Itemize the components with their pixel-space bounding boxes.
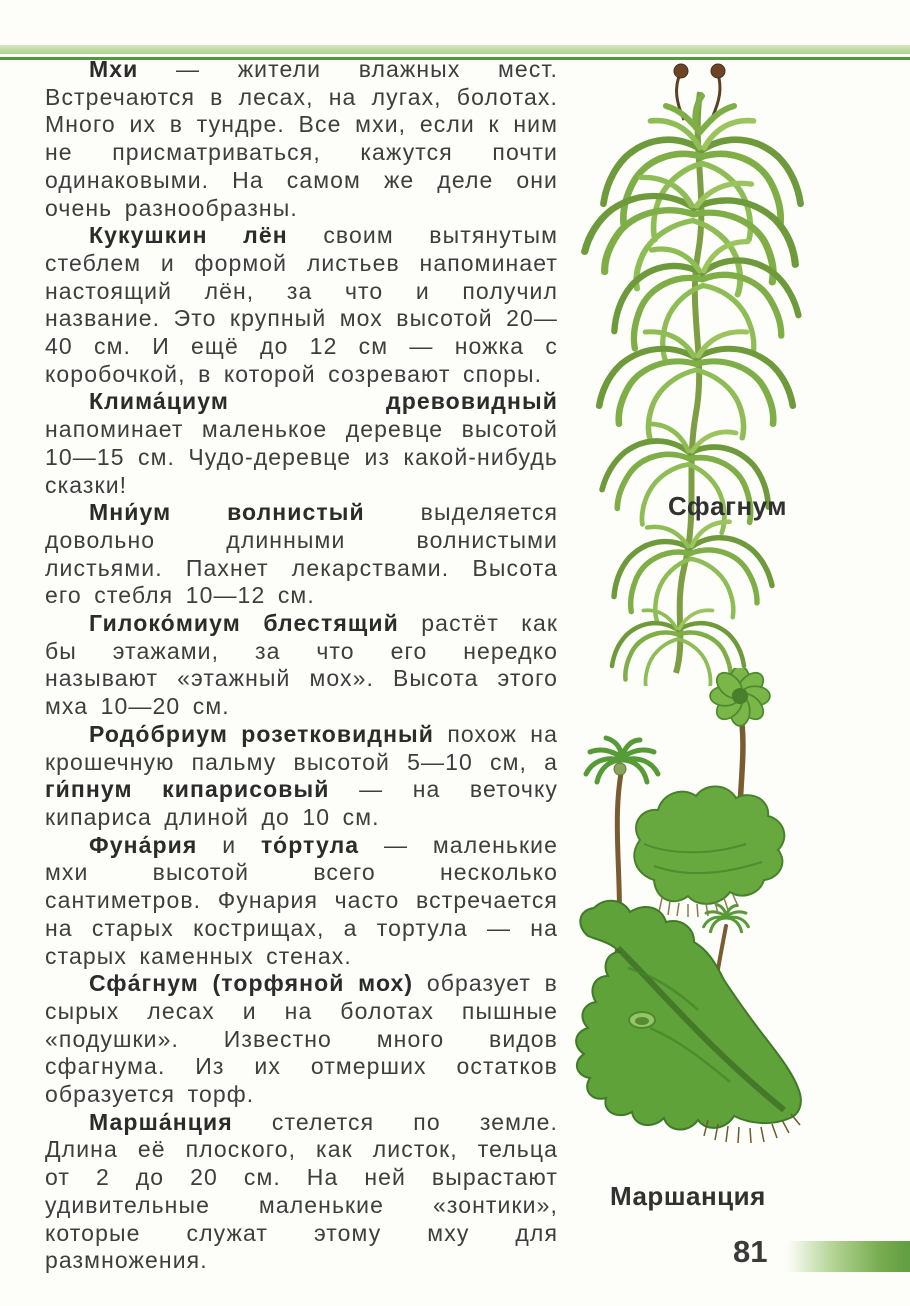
paragraph	[45, 970, 558, 1109]
sphagnum-illustration	[562, 58, 812, 686]
paragraph	[45, 56, 558, 222]
species-name: Клима́циум древовидный	[89, 388, 558, 415]
species-name: Фуна́рия	[89, 831, 198, 858]
paragraph	[45, 721, 558, 832]
moss-stem	[676, 92, 701, 673]
page-number: 81	[733, 1234, 768, 1269]
figure-label-marchantia: Маршанция	[610, 1181, 766, 1211]
paragraph	[45, 388, 558, 499]
paragraph-text: растёт как бы этажами, за что его нередко называют «этажный мох». Высота этого мха 10—20 см.	[45, 610, 559, 720]
paragraph-text: выделяется довольно длинными волнистыми листьями. Пахнет лекарствами. Высота его стебля 10—12 см.	[45, 499, 559, 609]
marchantia-illustration	[558, 668, 838, 1183]
paragraph	[45, 222, 558, 388]
species-name: Марша́нция	[89, 1108, 233, 1135]
bottom-thallus-leaf	[576, 901, 801, 1143]
paragraph-text: стелется по земле. Длина её плоского, как листок, тельца от 2 до 20 см. На ней вырастают удивительные маленькие «зонтики», которые служат этому мху для размножения.	[45, 1108, 558, 1274]
species-name: Гилоко́миум блестящий	[89, 610, 399, 637]
paragraph-text: — маленькие мхи высотой всего несколько сантиметров. Фунария часто встречается на старых кострищах, а тортула — на старых каменных стенах.	[45, 831, 558, 969]
species-name: Сфа́гнум (торфяной мох)	[89, 970, 414, 997]
species-name: Кукушкин лён	[89, 222, 288, 249]
paragraph-text: образует в сырых лесах и на болотах пышные «подушки». Известно много видов сфагнума. Из их отмерших остатков образуется торф.	[45, 970, 558, 1108]
paragraph-text: и	[197, 831, 261, 858]
branch-whorls	[582, 121, 802, 686]
species-name: ги́пнум кипарисовый	[45, 776, 330, 803]
paragraph	[45, 499, 558, 610]
figure-label-sphagnum: Сфагнум	[668, 491, 788, 521]
paragraph-text: напоминает маленькое деревце высотой 10—15 см. Чудо-деревце из какой-нибудь сказки!	[45, 416, 558, 498]
top-decorative-band	[0, 45, 910, 54]
species-name: Мни́ум волнистый	[89, 499, 365, 526]
paragraph-text: — на веточку кипариса длиной до 10 см.	[45, 776, 558, 830]
paragraph-text: своим вытянутым стеблем и формой листьев напоминает настоящий лён, за что и получил название. Это крупный мох высотой 20—40 см. И ещё до 12 см — ножка с коробочкой, в которой созревают споры.	[45, 222, 558, 387]
paragraph	[45, 832, 558, 971]
article-text	[45, 56, 558, 1275]
paragraph-text: похож на крошечную пальму высотой 5—10 см, а	[45, 720, 558, 775]
paragraph-text: — жители влажных мест. Встречаются в лесах, на лугах, болотах. Много их в тундре. Все мхи, если к ним не присматриваться, кажутся почти одинаковыми. На самом же деле они очень разнообразны.	[45, 56, 558, 221]
middle-thallus	[634, 786, 784, 917]
paragraph	[45, 1109, 558, 1275]
species-name: Мхи	[89, 56, 139, 82]
paragraph	[45, 610, 558, 721]
page-number-accent-bar	[787, 1241, 910, 1272]
species-name: Родо́бриум розетковидный	[89, 720, 435, 747]
species-name: то́ртула	[260, 831, 360, 858]
